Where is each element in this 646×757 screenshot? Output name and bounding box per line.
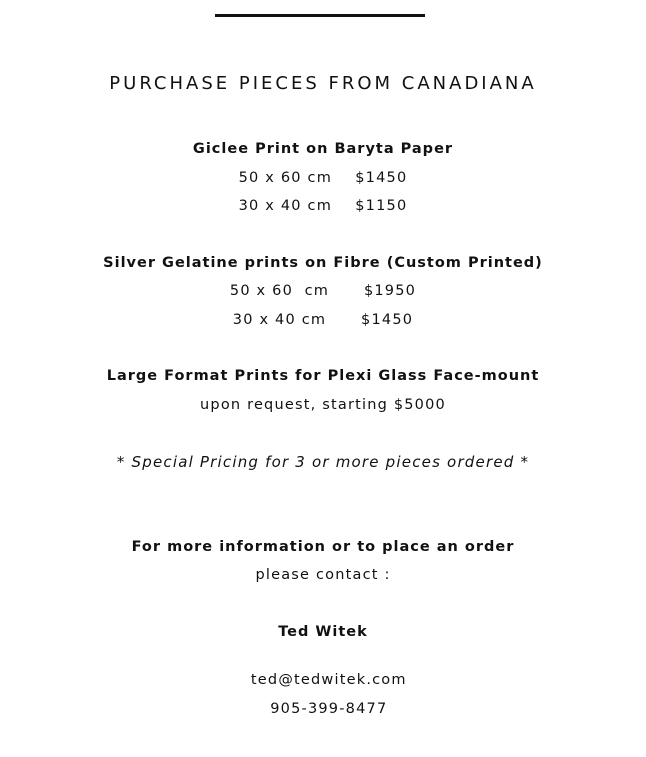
- large-format-note: upon request, starting $5000: [200, 397, 446, 413]
- contact-phone-row: [0, 679, 646, 719]
- silver-price-row-2: 30 x 40 cm $1450: [232, 312, 414, 328]
- giclee-heading: Giclee Print on Baryta Paper: [192, 141, 454, 157]
- giclee-price-row-1: 50 x 60 cm $1450: [238, 170, 408, 186]
- contact-email-link[interactable]: ted@tedwitek.com: [250, 672, 407, 688]
- contact-prompt: please contact :: [255, 567, 391, 583]
- silver-price-row-1: 50 x 60 cm $1950: [229, 283, 417, 299]
- contact-heading: For more information or to place an order: [131, 539, 515, 555]
- contact-name: Ted Witek: [278, 624, 368, 640]
- silver-gelatine-heading: Silver Gelatine prints on Fibre (Custom Printed): [103, 255, 543, 271]
- giclee-price-row-2: 30 x 40 cm $1150: [238, 198, 408, 214]
- contact-phone-link[interactable]: 905-399-8477: [270, 701, 388, 717]
- top-divider: [215, 14, 425, 17]
- page-title: PURCHASE PIECES FROM CANADIANA: [109, 73, 537, 94]
- large-format-heading: Large Format Prints for Plexi Glass Face-mount: [106, 368, 540, 384]
- special-pricing-note: * Special Pricing for 3 or more pieces ordered *: [116, 453, 530, 471]
